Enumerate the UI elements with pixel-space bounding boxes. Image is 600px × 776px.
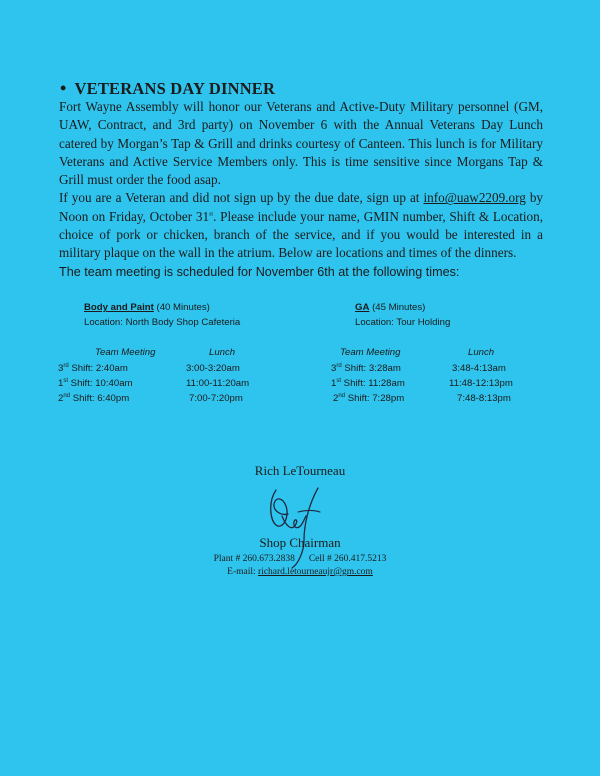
location-duration: (45 Minutes)	[372, 302, 426, 313]
location-place: Location: North Body Shop Cafeteria	[84, 317, 241, 328]
location-block-body-paint	[84, 300, 240, 330]
location-name: Body and Paint	[84, 302, 154, 313]
contact-info	[0, 553, 600, 579]
col-head-meeting: Team Meeting	[340, 347, 401, 358]
location-place: Location: Tour Holding	[355, 317, 451, 328]
lunch-cell: 3:00-3:20am	[186, 363, 240, 374]
plant-phone: Plant # 260.673.2838	[213, 554, 295, 564]
signer-title: Shop Chairman	[259, 535, 341, 550]
signer-name: Rich LeTourneau	[254, 463, 346, 478]
table-row: 3rd Shift: 2:40am	[58, 362, 128, 374]
body-text	[59, 98, 543, 281]
location-block-ga	[355, 300, 450, 330]
location-name: GA	[355, 302, 370, 313]
table-row: 2nd Shift: 7:28pm	[333, 392, 405, 404]
col-head-meeting: Team Meeting	[95, 347, 156, 358]
location-duration: (40 Minutes)	[156, 302, 210, 313]
lunch-cell: 7:00-7:20pm	[189, 393, 243, 404]
p2-before-link: If you are a Veteran and did not sign up by the due date, sign up at	[59, 190, 424, 206]
col-head-lunch: Lunch	[468, 347, 495, 358]
table-row: 1st Shift: 10:40am	[58, 377, 133, 389]
table-row: 2nd Shift: 6:40pm	[58, 392, 130, 404]
p2-after-link: by Noon on Friday, October 31	[59, 190, 544, 224]
lunch-cell: 7:48-8:13pm	[457, 393, 511, 404]
signer-email-link[interactable]: richard.letourneaujr@gm.com	[258, 567, 373, 577]
lunch-cell: 11:48-12:13pm	[449, 378, 513, 389]
heading-title: VETERANS DAY DINNER	[74, 79, 276, 98]
info-email-link[interactable]: info@uaw2209.org	[423, 190, 526, 206]
paragraph-1: Fort Wayne Assembly will honor our Veterans and Active-Duty Military personnel (GM, UAW, Contract, and 3rd party) on November 6 with the Annual Veterans Day Lunch catered by Morgan’s Tap & Grill and drinks courtesy of Canteen. This lunch is for Military Veterans and Active Service Members only. This is time sensitive since Morgans Tap & Grill must order the food asap.	[59, 99, 543, 188]
table-row: 3rd Shift: 3:28am	[331, 362, 401, 374]
email-label: E-mail:	[227, 567, 259, 577]
paragraph-2	[59, 189, 543, 262]
bullet-icon: •	[60, 78, 67, 98]
section-heading	[60, 78, 275, 99]
team-meeting-line: The team meeting is scheduled for November 6th at the following times:	[59, 264, 460, 279]
col-head-lunch: Lunch	[209, 347, 236, 358]
cell-phone: Cell # 260.417.5213	[308, 554, 387, 564]
p2-sup: st	[209, 211, 214, 218]
lunch-cell: 3:48-4:13am	[452, 363, 506, 374]
table-row: 1st Shift: 11:28am	[331, 377, 405, 389]
p2-rest: . Please include your name, GMIN number, Shift & Location, choice of pork or chicken, branch of the service, and if you would be interested in a military plaque on the wall in the atrium. Below are locations and times of the dinners.	[59, 208, 544, 261]
lunch-cell: 11:00-11:20am	[186, 378, 250, 389]
